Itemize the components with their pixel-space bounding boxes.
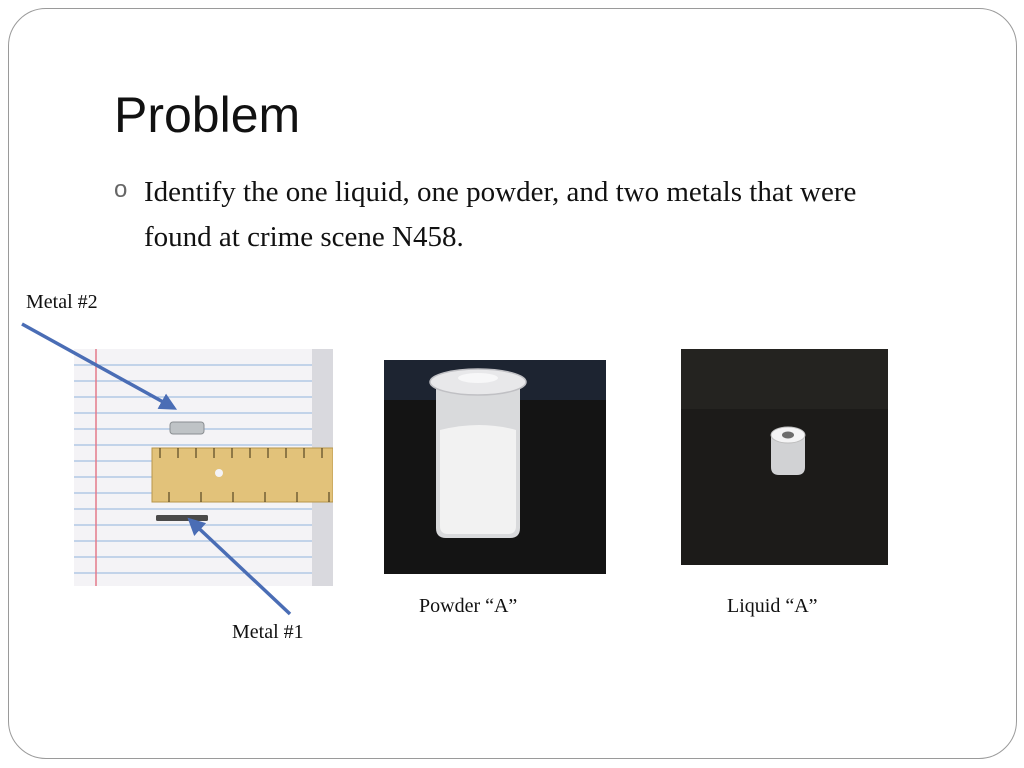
bullet-text: Identify the one liquid, one powder, and two metals that were found at crime scene N458. [144,176,857,253]
liquid-label: Liquid “A” [727,595,818,617]
powder-photo-image [384,360,606,574]
liquid-photo-image [681,349,888,565]
metal2-label: Metal #2 [26,291,98,313]
bullet-marker: o [114,176,128,203]
powder-photo [384,360,606,574]
powder-label: Powder “A” [419,595,518,617]
metals-photo-image [74,349,333,586]
metal1-label: Metal #1 [232,621,304,643]
liquid-photo [681,349,888,565]
metals-photo [74,349,333,586]
slide-title: Problem [114,87,301,143]
